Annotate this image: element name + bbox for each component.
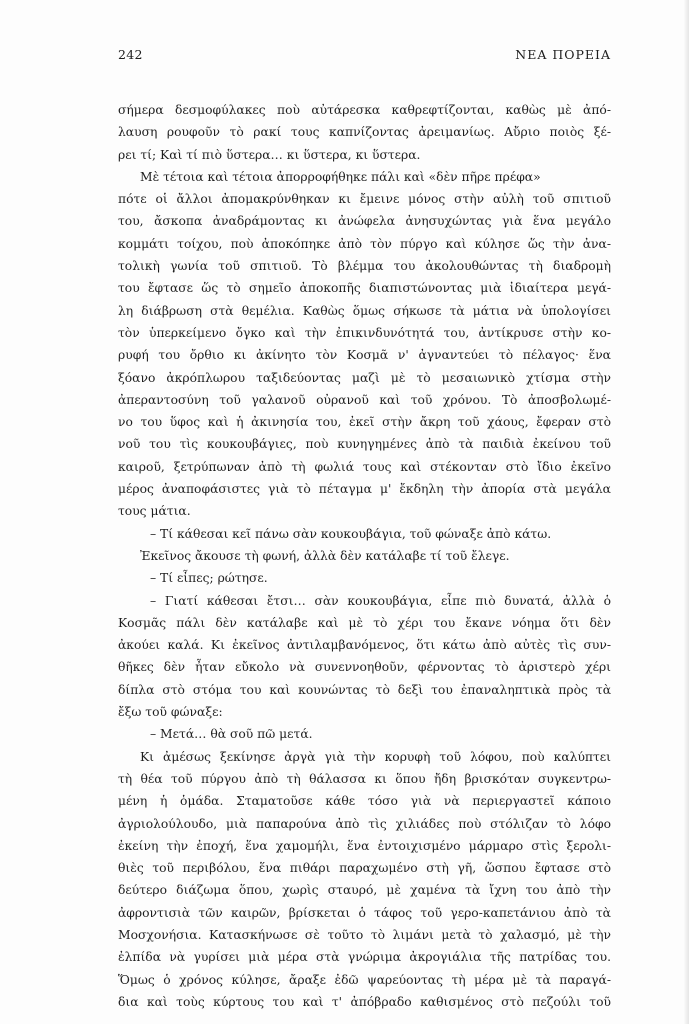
text-line: λη διάβρωση στὰ θεμέλια. Καθὼς ὅμως σήκωσε τὰ μάτια νὰ ὑπολογίσει: [118, 303, 611, 318]
text-line: πότε οἱ ἄλλοι ἀπομακρύνθηκαν κι ἔμεινε μόνος στὴν αὐλὴ τοῦ σπιτιοῦ: [118, 192, 611, 207]
text-line: ἀγριολούλουδο, μιὰ παπαρούνα ἀπὸ τὶς χιλιάδες ποὺ στόλιζαν τὸ λόφο: [118, 816, 611, 831]
text-line: δεύτερο διάζωμα ὅπου, χωρὶς σταυρό, μὲ χαμένα τὰ ἴχνη του ἀπὸ τὴν: [118, 883, 611, 898]
text-line: ἐλπίδα νὰ γυρίσει μιὰ μέρα στὰ γνώριμα ἀκρογιάλια τῆς πατρίδας του.: [118, 950, 611, 965]
text-line: τὸν ὑπερκείμενο ὄγκο καὶ τὴν ἐπικινδυνότητά του, ἀντίκρυσε στὴν κο-: [118, 325, 611, 340]
text-line: Ὅμως ὁ χρόνος κύλησε, ἄραξε ἐδῶ ψαρεύοντας τὴ μέρα μὲ τὰ παραγά-: [118, 972, 611, 987]
text-line: Μὲ τέτοια καὶ τέτοια ἀπορροφήθηκε πάλι καὶ «δὲν πῆρε πρέφα»: [140, 169, 541, 184]
text-line: του ἔφτασε ὥς τὸ σημεῖο ἀποκοπῆς διαπιστώνοντας μιὰ ἰδιαίτερα μεγά-: [118, 281, 611, 296]
text-line: ἀκούει καλά. Κι ἐκεῖνος ἀντιλαμβανόμενος, ὅτι κάτω ἀπὸ αὐτὲς τὶς συν-: [118, 638, 611, 653]
text-line: Μοσχονήσια. Κατασκήνωσε σὲ τοῦτο τὸ λιμάνι μετὰ τὸ χαλασμό, μὲ τὴν: [118, 927, 611, 942]
page-edge-shadow: [683, 0, 689, 1024]
text-line: μένη ἡ ὁμάδα. Σταματοῦσε κάθε τόσο γιὰ νὰ περιεργαστεῖ κάποιο: [118, 794, 611, 809]
text-line: καιροῦ, ξετρύπωναν ἀπὸ τὴ φωλιά τους καὶ στέκονταν στὸ ἴδιο ἐκεῖνο: [118, 459, 611, 474]
text-line: ξόανο ἀκρόπλωρου ταξιδεύοντας μαζὶ μὲ τὸ μεσαιωνικὸ χτίσμα στὴν: [118, 370, 611, 385]
text-line: δια καὶ τοὺς κύρτους του καὶ τ' ἀπόβραδο καθισμένος στὸ πεζούλι τοῦ: [118, 994, 611, 1009]
text-line: τολικὴ γωνία τοῦ σπιτιοῦ. Τὸ βλέμμα του ἀκολουθώντας τὴ διαδρομὴ: [118, 259, 611, 274]
text-line: μέρος ἀναποφάσιστες γιὰ τὸ πέταγμα μ' ἔκδηλη τὴν ἀπορία στὰ μεγάλα: [118, 482, 611, 497]
text-line: ἔξω τοῦ φώναξε:: [118, 705, 223, 720]
text-line: ρει τί; Καὶ τί πιὸ ὕστερα… κι ὕστερα, κι ὕστερα.: [118, 147, 421, 162]
text-line: θῆκες δὲν ἦταν εὔκολο νὰ συνεννοηθοῦν, φέρνοντας τὸ ἀριστερὸ χέρι: [118, 660, 611, 675]
text-line: ρυφή του ὄρθιο κι ἀκίνητο τὸν Κοσμᾶ ν' ἀγναντεύει τὸ πέλαγος· ἕνα: [118, 348, 611, 363]
text-line: τὴ θέα τοῦ πύργου ἀπὸ τὴ θάλασσα κι ὅπου ἤδη βρισκόταν συγκεντρω-: [118, 771, 611, 786]
text-line: ἀφροντισιὰ τῶν καιρῶν, βρίσκεται ὁ τάφος τοῦ γερο-καπετάνιου ἀπὸ τὰ: [118, 905, 611, 920]
text-line: νοῦ του τὶς κουκουβάγιες, ποὺ κυνηγημένες ἀπὸ τὰ παιδιὰ ἐκείνου τοῦ: [118, 437, 611, 452]
text-line: Κι ἀμέσως ξεκίνησε ἀργὰ γιὰ τὴν κορυφὴ τοῦ λόφου, ποὺ καλύπτει: [140, 749, 611, 764]
text-line: – Τί εἶπες; ρώτησε.: [150, 571, 268, 586]
text-line: – Γιατί κάθεσαι ἔτσι… σὰν κουκουβάγια, εἶπε πιὸ δυνατά, ἀλλὰ ὁ: [150, 593, 611, 608]
text-line: Ἐκεῖνος ἄκουσε τὴ φωνή, ἀλλὰ δὲν κατάλαβε τί τοῦ ἔλεγε.: [140, 548, 510, 563]
text-line: κομμάτι τοίχου, ποὺ ἀποκόπηκε ἀπὸ τὸν πύργο καὶ κύλησε ὥς τὴν ἀνα-: [118, 236, 611, 251]
running-header: [118, 47, 611, 65]
text-line: ἐκείνη τὴν ἐποχή, ἕνα χαμομήλι, ἕνα ἐντοιχισμένο μάρμαρο στὶς ξερολι-: [118, 838, 611, 853]
text-line: του, ἄσκοπα ἀναδράμοντας κι ἀνώφελα ἀνησυχώντας γιὰ ἕνα μεγάλο: [118, 214, 611, 229]
text-line: ἀπεραντοσύνη τοῦ γαλανοῦ οὐρανοῦ καὶ τοῦ χρόνου. Τὸ ἀποσβολωμέ-: [118, 392, 611, 407]
text-line: Κοσμᾶς πάλι δὲν κατάλαβε καὶ μὲ τὸ χέρι του ἔκανε νόημα ὅτι δὲν: [118, 615, 611, 630]
text-line: σήμερα δεσμοφύλακες ποὺ αὐτάρεσκα καθρεφτίζονται, καθὼς μὲ ἀπό-: [118, 103, 611, 117]
text-line: – Μετά… θὰ σοῦ πῶ μετά.: [150, 727, 313, 742]
text-line: – Τί κάθεσαι κεῖ πάνω σὰν κουκουβάγια, τοῦ φώναξε ἀπὸ κάτω.: [150, 526, 552, 541]
running-title: ΝΕΑ ΠΟΡΕΙΑ: [515, 47, 611, 62]
page-number: 242: [118, 47, 143, 62]
text-line: δίπλα στὸ στόμα του καὶ κουνώντας τὸ δεξὶ του ἐπαναληπτικὰ πρὸς τὰ: [118, 682, 611, 697]
text-line: λαυση ρουφοῦν τὸ ρακί τους καπνίζοντας ἀρειμανίως. Αὔριο ποιὸς ξέ-: [118, 125, 611, 140]
text-line: τους μάτια.: [118, 504, 191, 519]
body-text: [118, 99, 611, 1013]
text-line: θιὲς τοῦ περιβόλου, ἕνα πιθάρι παραχωμένο στὴ γῆ, ὥσπου ἔφτασε στὸ: [118, 861, 611, 876]
text-line: νο του ὕφος καὶ ἡ ἀκινησία του, ἐκεῖ στὴν ἄκρη τοῦ χάους, ἔφεραν στὸ: [118, 415, 611, 430]
